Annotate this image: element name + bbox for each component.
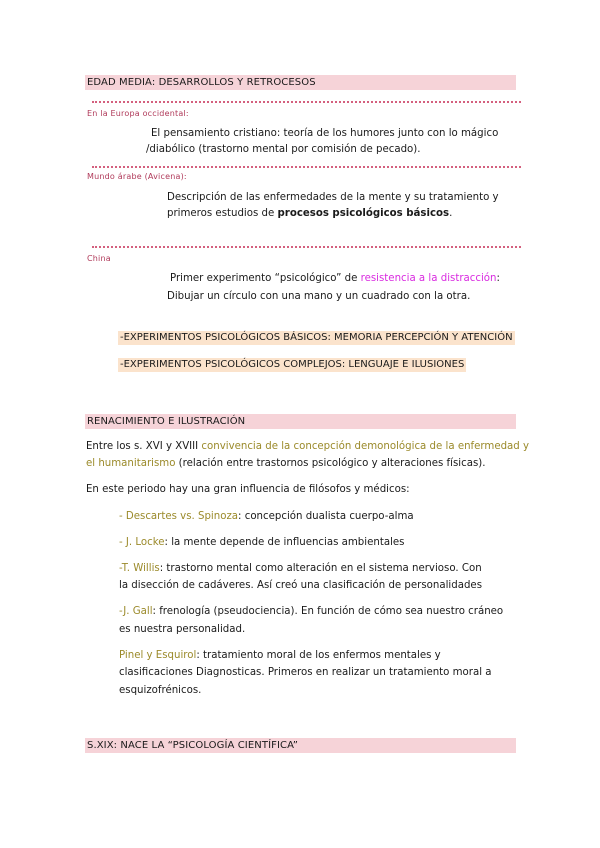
label-china: China — [87, 254, 111, 263]
dotted-divider — [92, 166, 521, 168]
item-gall-name: -J. Gall — [119, 606, 153, 617]
para1-rest: (relación entre trastornos psicológico y alteraciones físicas). — [175, 458, 486, 469]
item-pinel-line-2: clasificaciones Diagnosticas. Primeros en realizar un tratamiento moral a — [119, 667, 492, 678]
arabe-line-2-bold: procesos psicológicos básicos — [277, 208, 450, 219]
arabe-line-2-end: . — [449, 208, 453, 219]
item-pinel-name: Pinel y Esquirol — [119, 650, 197, 661]
para1-highlight-1: convivencia de la concepción demonológica de la enfermedad y — [201, 441, 530, 452]
europa-line-1: El pensamiento cristiano: teoría de los humores junto con lo mágico — [151, 128, 499, 139]
section-heading-edad-media: EDAD MEDIA: DESARROLLOS Y RETROCESOS — [85, 75, 516, 90]
china-line-1 — [170, 272, 500, 286]
china-line-1-end: : — [496, 273, 500, 284]
europa-line-2: /diabólico (trastorno mental por comisión de pecado). — [146, 144, 421, 155]
section-heading-siglo-xix: S.XIX: NACE LA “PSICOLOGÍA CIENTÍFICA” — [85, 738, 516, 753]
renacimiento-para-line-1 — [86, 440, 529, 454]
para1-start: Entre los s. XVI y XVIII — [86, 441, 202, 452]
item-willis-name: -T. Willis — [119, 563, 160, 574]
china-line-2: Dibujar un círculo con una mano y un cuadrado con la otra. — [167, 291, 471, 302]
renacimiento-para-2: En este periodo hay una gran influencia de filósofos y médicos: — [86, 484, 410, 495]
item-gall-line-2: es nuestra personalidad. — [119, 624, 246, 635]
item-pinel-text: : tratamiento moral de los enfermos mentales y — [196, 650, 441, 661]
label-europa: En la Europa occidental: — [87, 109, 189, 118]
item-gall-text: : frenología (pseudociencia). En función de cómo sea nuestro cráneo — [152, 606, 504, 617]
para1-highlight-2: el humanitarismo — [86, 458, 176, 469]
highlight-experimentos-basicos: -EXPERIMENTOS PSICOLÓGICOS BÁSICOS: MEMORIA PERCEPCIÓN Y ATENCIÓN — [120, 332, 513, 343]
item-gall-line-1 — [119, 605, 503, 619]
item-descartes-text: : concepción dualista cuerpo-alma — [238, 511, 414, 522]
arabe-line-1: Descripción de las enfermedades de la mente y su tratamiento y — [167, 192, 499, 203]
item-pinel-line-1 — [119, 649, 441, 663]
item-pinel-line-3: esquizofrénicos. — [119, 685, 202, 696]
renacimiento-para-line-2 — [86, 457, 485, 471]
dotted-divider — [92, 246, 521, 248]
item-willis-line-1 — [119, 562, 482, 576]
item-locke-name: - J. Locke — [119, 537, 165, 548]
arabe-line-2-start: primeros estudios de — [167, 208, 278, 219]
item-willis-line-2: la disección de cadáveres. Así creó una clasificación de personalidades — [119, 580, 483, 591]
section-heading-renacimiento: RENACIMIENTO E ILUSTRACIÓN — [85, 414, 516, 429]
item-descartes — [119, 510, 414, 524]
item-descartes-name: - Descartes vs. Spinoza — [119, 511, 239, 522]
label-mundo-arabe: Mundo árabe (Avicena): — [87, 172, 187, 181]
highlight-experimentos-complejos: -EXPERIMENTOS PSICOLÓGICOS COMPLEJOS: LENGUAJE E ILUSIONES — [120, 359, 465, 370]
china-highlight: resistencia a la distracción — [360, 273, 497, 284]
dotted-divider — [92, 101, 521, 103]
china-line-1-start: Primer experimento “psicológico” de — [170, 273, 361, 284]
item-locke-text: : la mente depende de influencias ambientales — [164, 537, 405, 548]
item-willis-text: : trastorno mental como alteración en el sistema nervioso. Con — [159, 563, 482, 574]
arabe-line-2 — [167, 207, 452, 221]
item-locke — [119, 536, 404, 550]
